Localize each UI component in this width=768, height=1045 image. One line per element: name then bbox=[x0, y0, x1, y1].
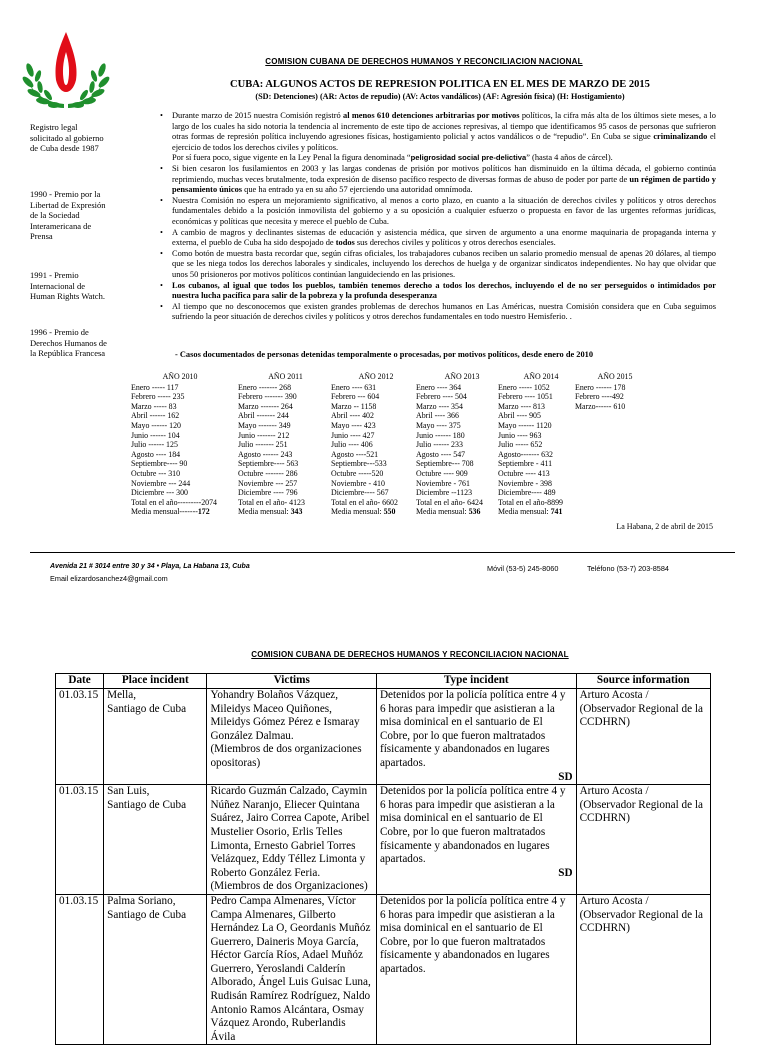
monthly-average: Media mensual: 343 bbox=[238, 507, 303, 517]
column-header-date: Date bbox=[56, 674, 104, 689]
month-row: Agosto ------ 243 bbox=[238, 449, 293, 459]
year-column-2015 bbox=[575, 372, 655, 411]
incident-code: SD bbox=[558, 770, 573, 783]
month-row: Abril ------ 162 bbox=[131, 411, 180, 421]
cell-type: Detenidos por la policía política entre 4 y 6 horas para impedir que asistieran a la misa dominical en el santuario de El Cobre, por lo que fueron maltratados físicamente y abandonados en lugares apartados. SD bbox=[376, 785, 576, 895]
year-total: Total en el año- 6424 bbox=[416, 497, 483, 507]
column-header-victims: Victims bbox=[207, 674, 377, 689]
cell-date: 01.03.15 bbox=[56, 894, 104, 1045]
year-total: Total en el año-8899 bbox=[498, 497, 563, 507]
month-row: Mayo ------- 349 bbox=[238, 420, 291, 430]
table-header-row bbox=[56, 674, 711, 689]
month-row: Septiembre---533 bbox=[331, 459, 387, 469]
month-row: Marzo ----- 83 bbox=[131, 401, 177, 411]
month-row: Marzo ------- 264 bbox=[238, 401, 293, 411]
cell-source: Arturo Acosta / (Observador Regional de la CCDHRN) bbox=[576, 894, 710, 1045]
contact-mobile: Móvil (53-5) 245-8060 bbox=[487, 564, 559, 573]
month-row: Marzo------ 610 bbox=[575, 401, 626, 411]
month-row: Junio ------ 104 bbox=[131, 430, 180, 440]
year-column-2010 bbox=[131, 372, 229, 517]
year-heading: AÑO 2014 bbox=[523, 372, 559, 381]
bullet-item: • Los cubanos, al igual que todos los pueblos, también tenemos derecho a todos los derechos, incluyendo el de no ser perseguidos o intimidados por nuestra lucha pacífica para salir de la pobreza y la profunda desesperanza bbox=[160, 281, 716, 302]
month-row: Agosto------- 632 bbox=[498, 449, 553, 459]
table-row bbox=[56, 894, 711, 1045]
month-row: Enero ---- 364 bbox=[416, 382, 462, 392]
column-header-place: Place incident bbox=[104, 674, 207, 689]
bullet-item: • Si bien cesaron los fusilamientos en 2003 y las largas condenas de prisión por motivos políticos han disminuido en la última década, el gobierno continúa reprimiendo, muchas veces brutalmente, toda expresión de disenso pacífico respecto de diversas formas de abuso de poder por parte de un régimen de partido y pensamiento únicos que ha entrado ya en su año 57 ejerciendo una autoridad omnímoda. bbox=[160, 164, 716, 196]
sidebar-prize-1990: 1990 - Premio por la Libertad de Expresión de la Sociedad Interamericana de Prensa bbox=[30, 189, 106, 241]
column-header-type: Type incident bbox=[376, 674, 576, 689]
bullet-item: • Nuestra Comisión no espera un mejoramiento significativo, al menos a corto plazo, en cuanto a la situación de derechos civiles y políticos y otros derechos fundamentales debido a la posición inmovilista del gobierno y a su oposición a cualquier esfuerzo o propuesta en favor de las urgentes reformas jurídicas, económicas y políticas que necesita y merece el pueblo de Cuba. bbox=[160, 196, 716, 228]
month-row: Abril ---- 905 bbox=[498, 411, 541, 421]
organization-title-page2: COMISION CUBANA DE DERECHOS HUMANOS Y RECONCILIACION NACIONAL bbox=[251, 650, 569, 659]
month-row: Mayo ------ 1120 bbox=[498, 420, 552, 430]
month-row: Febrero ------- 390 bbox=[238, 392, 297, 402]
month-row: Noviembre - 410 bbox=[331, 478, 385, 488]
month-row: Diciembre --1123 bbox=[416, 488, 473, 498]
year-heading: AÑO 2015 bbox=[597, 372, 633, 381]
cell-place: Mella, Santiago de Cuba bbox=[104, 689, 207, 785]
month-row: Febrero ----492 bbox=[575, 392, 624, 402]
month-row: Agosto ---- 184 bbox=[131, 449, 181, 459]
sidebar-legal-note: Registro legal solicitado al gobierno de Cuba desde 1987 bbox=[30, 122, 104, 153]
cell-type: Detenidos por la policía política entre 4 y 6 horas para impedir que asistieran a la misa dominical en el santuario de El Cobre, por lo que fueron maltratados físicamente y abandonados en lugares apartados. SD bbox=[376, 689, 576, 785]
bullet-item: • Durante marzo de 2015 nuestra Comisión registró al menos 610 detenciones arbitrarias por motivos políticos, la cifra más alta de los últimos siete meses, a lo largo de los cuales ha sido notoria la tendencia al incremento de este tipo de acciones represivas, al tiempo que identificamos 95 casos de personas que sufrieron otras formas de represión política incluyendo agresiones físicas, hostigamiento policial y actos vandálicos o de “repudio”. En Cuba se sigue criminalizando el ejercicio de todos los derechos civiles y políticos. Por sí fuera poco, sigue vigente en la Ley Penal la figura denominada “peligrosidad social pre-delictiva” (hasta 4 años de cárcel). bbox=[160, 111, 716, 164]
cell-place: San Luis, Santiago de Cuba bbox=[104, 785, 207, 895]
month-row: Septiembre - 411 bbox=[498, 459, 553, 469]
month-row: Julio ------ 125 bbox=[131, 440, 178, 450]
cell-victims: Ricardo Guzmán Calzado, Caymin Núñez Naranjo, Eliecer Quintana Suárez, Jairo Correa Capote, Aribel Mustelier Osorio, Erlis Telles Limonta, Ernesto Gabriel Torres Velázquez, Eddy Téllez Limonta y Roberto González Feria. (Miembros de dos Organizaciones) bbox=[207, 785, 377, 895]
month-row: Enero ----- 117 bbox=[131, 382, 179, 392]
monthly-average: Media mensual: 741 bbox=[498, 507, 563, 517]
month-row: Noviembre --- 244 bbox=[131, 478, 191, 488]
month-row: Marzo ---- 354 bbox=[416, 401, 463, 411]
bullet-item: • A cambio de magros y declinantes sistemas de educación y asistencia médica, que sirven de argumento a una enorme maquinaria de propaganda interna y externa, el pueblo de Cuba ha sido despojado de todos sus derechos civiles y políticos y otros derechos esenciales. bbox=[160, 228, 716, 249]
cell-source: Arturo Acosta / (Observador Regional de la CCDHRN) bbox=[576, 689, 710, 785]
year-column-2011 bbox=[238, 372, 333, 517]
organization-logo bbox=[18, 30, 114, 114]
year-total: Total en el año- 6602 bbox=[331, 497, 398, 507]
sidebar-prize-1991: 1991 - Premio Internacional de Human Rights Watch. bbox=[30, 270, 105, 301]
month-row: Enero ----- 1052 bbox=[498, 382, 550, 392]
month-row: Abril ---- 402 bbox=[331, 411, 374, 421]
contact-email[interactable]: Email elizardosanchez4@gmail.com bbox=[50, 574, 168, 583]
cell-victims: Yohandry Bolaños Vázquez, Mileidys Maceo Quiñones, Mileidys Gómez Pérez e Ismaray González Dalmau. (Miembros de dos organizaciones opositoras) bbox=[207, 689, 377, 785]
month-row: Enero ------- 268 bbox=[238, 382, 292, 392]
year-total: Total en el año---------2074 bbox=[131, 497, 217, 507]
monthly-average: Media mensual-------172 bbox=[131, 507, 210, 517]
month-row: Julio ------ 233 bbox=[416, 440, 463, 450]
document-title: CUBA: ALGUNOS ACTOS DE REPRESION POLITICA EN EL MES DE MARZO DE 2015 bbox=[230, 79, 650, 90]
month-row: Noviembre - 761 bbox=[416, 478, 470, 488]
month-row: Febrero ---- 1051 bbox=[498, 392, 553, 402]
column-header-source: Source information bbox=[576, 674, 710, 689]
year-column-2013 bbox=[416, 372, 508, 517]
year-heading: AÑO 2013 bbox=[444, 372, 480, 381]
month-row: Marzo ---- 813 bbox=[498, 401, 545, 411]
month-row: Febrero ---- 504 bbox=[416, 392, 467, 402]
month-row: Junio ------- 212 bbox=[238, 430, 290, 440]
month-row: Noviembre - 398 bbox=[498, 478, 552, 488]
sidebar-prize-1996: 1996 - Premio de Derechos Humanos de la República Francesa bbox=[30, 327, 107, 358]
cell-victims: Pedro Campa Almenares, Víctor Campa Almenares, Gilberto Hernández La O, Geordanis Muñóz Guerrero, Daineris Moya García, Héctor García Ríos, Adael Muñóz Guerrero, Yeroslandi Calderín Alborado, Ángel Luis Guisac Luna, Rudisán Ramírez Rodríguez, Naldo Antonio Ramos Alcántara, Osmay Vázquez Arondo, Ruberlandis Ávila bbox=[207, 894, 377, 1045]
year-heading: AÑO 2011 bbox=[268, 372, 303, 381]
monthly-average: Media mensual: 536 bbox=[416, 507, 481, 517]
year-heading: AÑO 2010 bbox=[162, 372, 198, 381]
month-row: Septiembre---- 563 bbox=[238, 459, 299, 469]
cell-date: 01.03.15 bbox=[56, 689, 104, 785]
month-row: Julio ------- 251 bbox=[238, 440, 288, 450]
cases-heading: - Casos documentados de personas detenidas temporalmente o procesadas, por motivos políticos, desde enero de 2010 bbox=[175, 350, 594, 359]
flame-laurel-logo-icon bbox=[18, 30, 114, 114]
monthly-average: Media mensual: 550 bbox=[331, 507, 396, 517]
month-row: Febrero --- 604 bbox=[331, 392, 380, 402]
year-heading: AÑO 2012 bbox=[358, 372, 394, 381]
month-row: Mayo ---- 375 bbox=[416, 420, 461, 430]
month-row: Diciembre---- 489 bbox=[498, 488, 556, 498]
cell-type: Detenidos por la policía política entre 4 y 6 horas para impedir que asistieran a la misa dominical en el santuario de El Cobre, por lo que fueron maltratados físicamente y abandonados en lugares apartados. bbox=[376, 894, 576, 1045]
month-row: Marzo -- 1158 bbox=[331, 401, 377, 411]
month-row: Octubre ------- 286 bbox=[238, 468, 298, 478]
incident-code: SD bbox=[558, 866, 573, 879]
table-row bbox=[56, 689, 711, 785]
month-row: Noviembre --- 257 bbox=[238, 478, 298, 488]
bullet-item: • Al tiempo que no desconocemos que existen grandes problemas de derechos humanos en Las Américas, nuestra Comisión considera que en Cuba seguimos sufriendo la peor situación de derechos civiles y políticos y otros derechos fundamentales en todo nuestro Hemisferio. . bbox=[160, 302, 716, 323]
month-row: Junio ------ 180 bbox=[416, 430, 465, 440]
month-row: Diciembre---- 567 bbox=[331, 488, 389, 498]
month-row: Abril ------- 244 bbox=[238, 411, 289, 421]
bullet-item: • Como botón de muestra basta recordar que, según cifras oficiales, los trabajadores cubanos reciben un salario promedio mensual de apenas 20 dólares, al tiempo que se les niega todos los derechos laborales y sindicales, incluyendo los derechos de huelga y de organizar sindicatos independientes. No hay que olvidar que unos 50 prisioneros por motivos políticos continúan languideciendo en las prisiones. bbox=[160, 249, 716, 281]
year-total: Total en el año- 4123 bbox=[238, 497, 305, 507]
month-row: Febrero ----- 235 bbox=[131, 392, 185, 402]
place-and-date: La Habana, 2 de abril de 2015 bbox=[616, 522, 713, 531]
month-row: Junio ---- 427 bbox=[331, 430, 375, 440]
month-row: Julio ----- 652 bbox=[498, 440, 543, 450]
month-row: Mayo ------ 120 bbox=[131, 420, 181, 430]
month-row: Octubre ---- 413 bbox=[498, 468, 550, 478]
month-row: Octubre --- 310 bbox=[131, 468, 181, 478]
month-row: Junio ---- 963 bbox=[498, 430, 542, 440]
cell-source: Arturo Acosta / (Observador Regional de la CCDHRN) bbox=[576, 785, 710, 895]
month-row: Enero ------ 178 bbox=[575, 382, 626, 392]
month-row: Septiembre---- 90 bbox=[131, 459, 188, 469]
year-column-2012 bbox=[331, 372, 421, 517]
incidents-table bbox=[55, 673, 711, 1045]
month-row: Octubre -----520 bbox=[331, 468, 384, 478]
month-row: Mayo ---- 423 bbox=[331, 420, 376, 430]
month-row: Diciembre --- 300 bbox=[131, 488, 188, 498]
code-legend: (SD: Detenciones) (AR: Actos de repudio) (AV: Actos vandálicos) (AF: Agresión física) (H: Hostigamiento) bbox=[255, 92, 625, 101]
month-row: Enero ---- 631 bbox=[331, 382, 377, 392]
month-row: Diciembre ---- 796 bbox=[238, 488, 298, 498]
cell-place: Palma Soriano, Santiago de Cuba bbox=[104, 894, 207, 1045]
contact-phone: Teléfono (53-7) 203-8584 bbox=[587, 564, 669, 573]
month-row: Abril ---- 366 bbox=[416, 411, 459, 421]
month-row: Septiembre--- 708 bbox=[416, 459, 474, 469]
summary-bullet-list bbox=[160, 111, 716, 323]
month-row: Octubre ---- 909 bbox=[416, 468, 468, 478]
organization-title: COMISION CUBANA DE DERECHOS HUMANOS Y RECONCILIACION NACIONAL bbox=[265, 57, 583, 66]
month-row: Julio ---- 406 bbox=[331, 440, 373, 450]
month-row: Agosto ---- 547 bbox=[416, 449, 466, 459]
footer-divider bbox=[30, 552, 735, 553]
cell-date: 01.03.15 bbox=[56, 785, 104, 895]
year-column-2014 bbox=[498, 372, 584, 517]
month-row: Agosto ----521 bbox=[331, 449, 379, 459]
table-row bbox=[56, 785, 711, 895]
postal-address: Avenida 21 # 3014 entre 30 y 34 • Playa, La Habana 13, Cuba bbox=[50, 563, 250, 570]
